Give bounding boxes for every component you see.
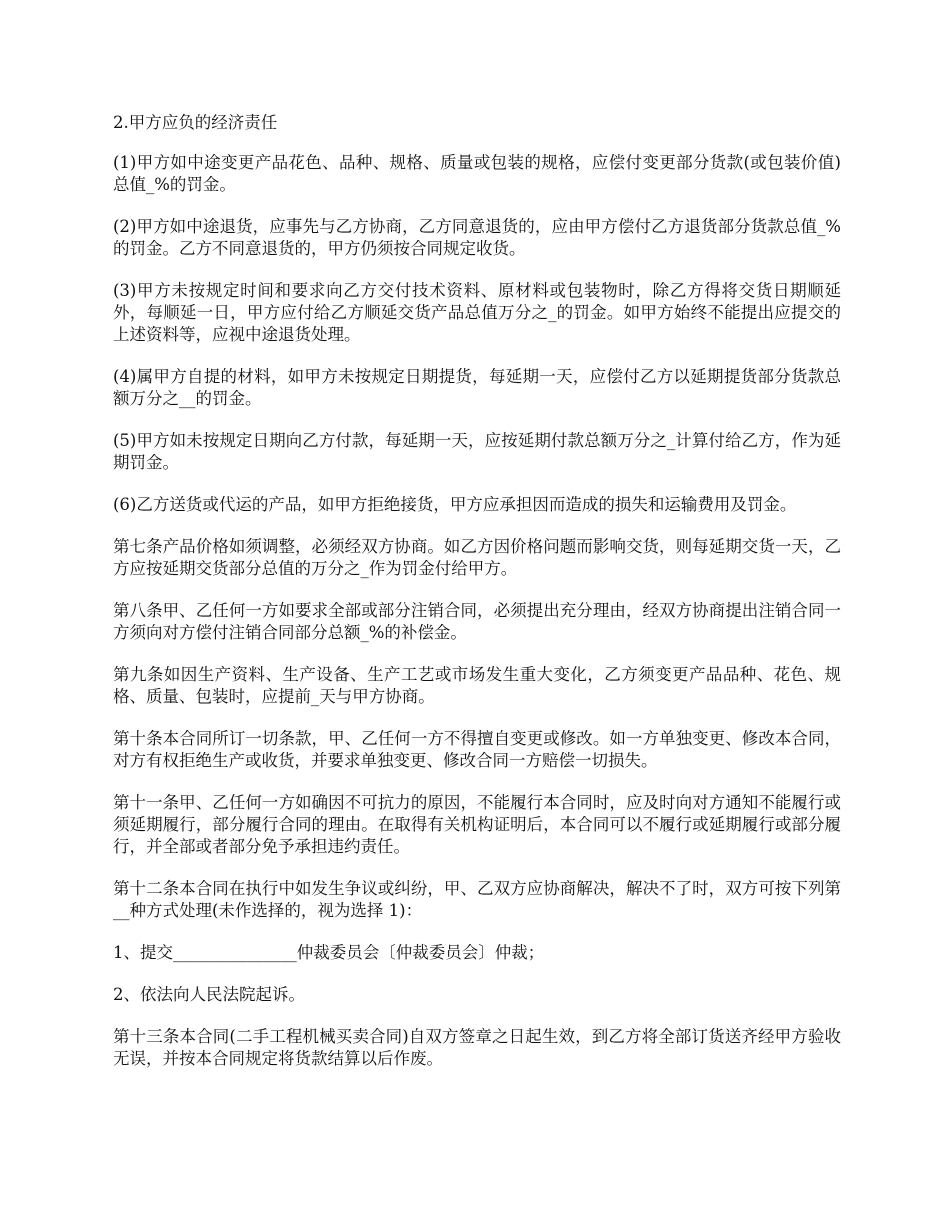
article-paragraph: 第七条产品价格如须调整，必须经双方协商。如乙方因价格问题而影响交货，则每延期交货一天，乙方应按延期交货部分总值的万分之_作为罚金付给甲方。 — [113, 537, 841, 578]
article-paragraph: 第八条甲、乙任何一方如要求全部或部分注销合同，必须提出充分理由，经双方协商提出注销合同一方须向对方偿付注销合同部分总额_%的补偿金。 — [113, 601, 841, 642]
clause-paragraph: (5)甲方如未按规定日期向乙方付款，每延期一天，应按延期付款总额万分之_计算付给乙方，作为延期罚金。 — [113, 431, 841, 472]
section-heading: 2.甲方应负的经济责任 — [113, 113, 278, 132]
clause-paragraph: (2)甲方如中途退货，应事先与乙方协商，乙方同意退货的，应由甲方偿付乙方退货部分货款总值_%的罚金。乙方不同意退货的，甲方仍须按合同规定收货。 — [113, 217, 841, 258]
document-page — [113, 112, 841, 1090]
article-paragraph: 第九条如因生产资料、生产设备、生产工艺或市场发生重大变化，乙方须变更产品品种、花色、规格、质量、包装时，应提前_天与甲方协商。 — [113, 665, 841, 706]
article-paragraph: 第十二条本合同在执行中如发生争议或纠纷，甲、乙双方应协商解决，解决不了时，双方可按下列第__种方式处理(未作选择的，视为选择 1)： — [113, 879, 841, 920]
clause-paragraph: (6)乙方送货或代运的产品，如甲方拒绝接货，甲方应承担因而造成的损失和运输费用及罚金。 — [113, 495, 797, 514]
option-paragraph: 1、提交_______________仲裁委员会〔仲裁委员会〕仲裁； — [113, 943, 545, 962]
article-paragraph: 第十一条甲、乙任何一方如确因不可抗力的原因，不能履行本合同时，应及时向对方通知不能履行或须延期履行，部分履行合同的理由。在取得有关机构证明后，本合同可以不履行或延期履行或部分履行，并全部或者部分免予承担违约责任。 — [113, 793, 841, 856]
clause-paragraph: (1)甲方如中途变更产品花色、品种、规格、质量或包装的规格，应偿付变更部分货款(或包装价值)总值_%的罚金。 — [113, 153, 841, 194]
article-paragraph: 第十条本合同所订一切条款，甲、乙任何一方不得擅自变更或修改。如一方单独变更、修改本合同，对方有权拒绝生产或收货，并要求单独变更、修改合同一方赔偿一切损失。 — [113, 729, 841, 770]
article-paragraph: 第十三条本合同(二手工程机械买卖合同)自双方签章之日起生效，到乙方将全部订货送齐经甲方验收无误，并按本合同规定将货款结算以后作废。 — [113, 1027, 841, 1068]
clause-paragraph: (4)属甲方自提的材料，如甲方未按规定日期提货，每延期一天，应偿付乙方以延期提货部分货款总额万分之__的罚金。 — [113, 367, 841, 408]
option-paragraph: 2、依法向人民法院起诉。 — [113, 985, 305, 1004]
clause-paragraph: (3)甲方未按规定时间和要求向乙方交付技术资料、原材料或包装物时，除乙方得将交货日期顺延外，每顺延一日，甲方应付给乙方顺延交货产品总值万分之_的罚金。如甲方始终不能提出应提交的上述资料等，应视中途退货处理。 — [113, 281, 841, 344]
